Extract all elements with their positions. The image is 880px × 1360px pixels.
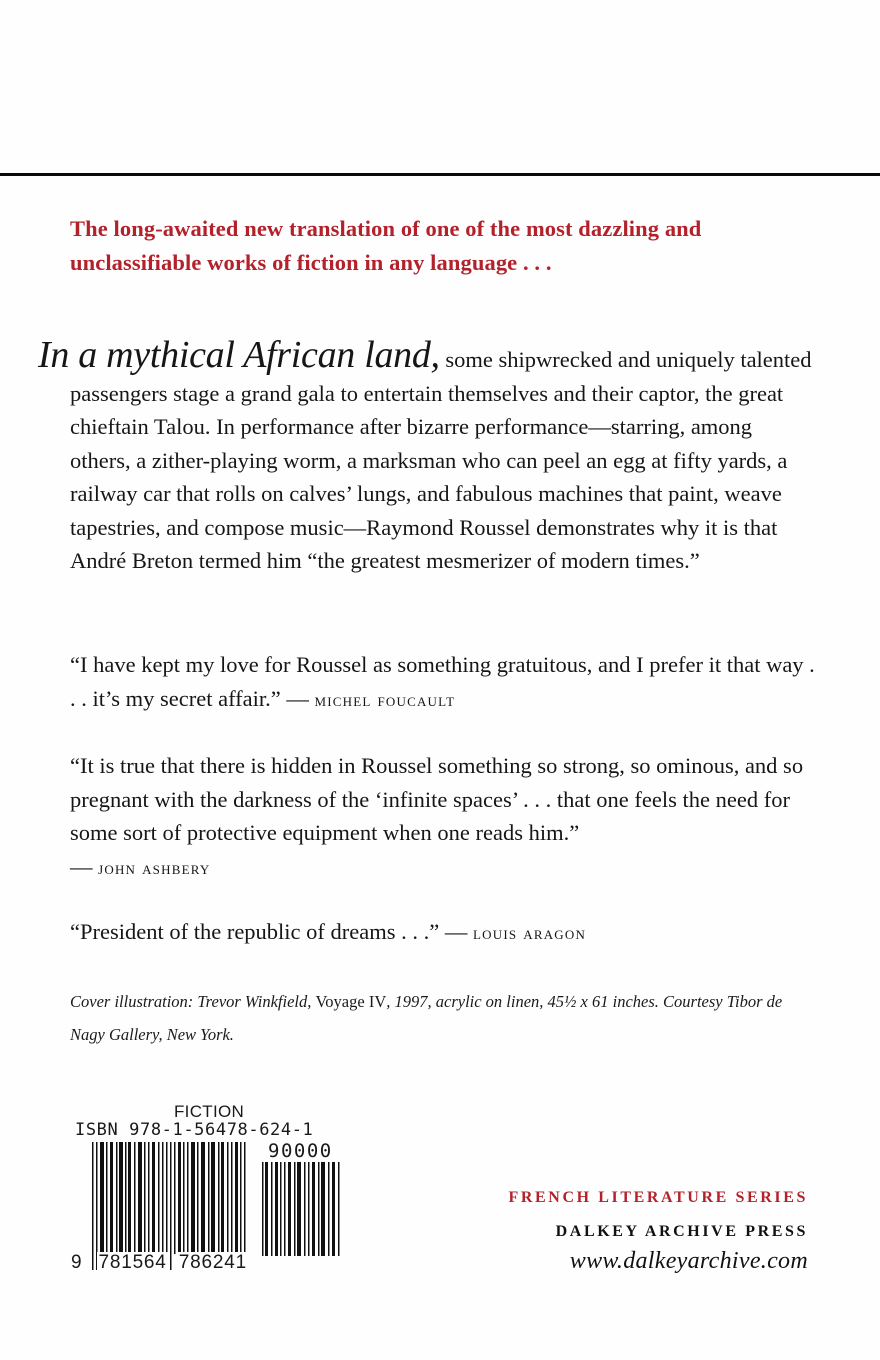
barcode-price-code: 90000 (268, 1140, 333, 1162)
teaser-headline (70, 212, 830, 280)
description-text: some shipwrecked and uniquely talented passengers stage a grand gala to entertain themselves and their captor, the great chieftain Talou. In performance after bizarre performance—starring, among others, a zither-playing worm, a marksman who can peel an egg at fifty yards, a railway car that rolls on calves’ lungs, and fabulous machines that paint, weave tapestries, and compose music—Raymond Roussel demonstrates why it is that André Breton termed him “the greatest mesmerizer of modern times.” (70, 347, 812, 573)
barcode-digits-left: 781564 (98, 1252, 167, 1273)
quote-ashbery (70, 749, 815, 885)
quote-text: “I have kept my love for Roussel as something gratuitous, and I prefer it that way . . . it’s my secret affair.” — (70, 652, 815, 711)
barcode-addon-bars-icon (262, 1162, 342, 1256)
barcode-digits (70, 1252, 248, 1274)
publisher-url[interactable]: www.dalkeyarchive.com (569, 1248, 808, 1274)
quote-foucault (70, 648, 815, 717)
quote-text: “President of the republic of dreams . . .” — (70, 919, 474, 944)
cover-credit (70, 985, 815, 1051)
quote-author: john ashbery (98, 857, 211, 879)
publisher-name: DALKEY ARCHIVE PRESS (555, 1223, 808, 1240)
barcode-category: FICTION (174, 1102, 245, 1121)
quote-author: louis aragon (473, 923, 587, 944)
quote-author: michel foucault (314, 689, 456, 711)
credit-part-1: Cover illustration: Trevor Winkfield, (70, 992, 316, 1011)
barcode-bars-icon (92, 1142, 250, 1270)
quote-text: “It is true that there is hidden in Roussel something so strong, so ominous, and so pregnant with the darkness of the ‘infinite spaces’ . . . that one feels the need for some sort of protective equipment when one reads him.” (70, 753, 804, 845)
quote-aragon (70, 915, 815, 951)
credit-part-2: , 1997, acrylic on linen, 45½ x 61 inches. Courtesy Tibor de Nagy Gallery, New York. (70, 992, 783, 1044)
barcode-digits-right: 786241 (178, 1252, 247, 1273)
credit-artwork-title: Voyage IV (315, 992, 387, 1011)
series-name: FRENCH LITERATURE SERIES (508, 1189, 808, 1206)
top-rule (0, 173, 880, 176)
quote-dash: — (70, 853, 99, 879)
barcode-isbn: ISBN 978-1-56478-624-1 (75, 1120, 314, 1140)
isbn-barcode (70, 1100, 350, 1280)
teaser-line-1: The long-awaited new translation of one of the most dazzling and (70, 216, 702, 241)
description-lead-in: In a mythical African land, (38, 334, 440, 376)
description-paragraph (38, 334, 815, 578)
teaser-line-2: unclassifiable works of fiction in any language . . . (70, 250, 552, 275)
barcode-digit-first: 9 (71, 1252, 83, 1273)
